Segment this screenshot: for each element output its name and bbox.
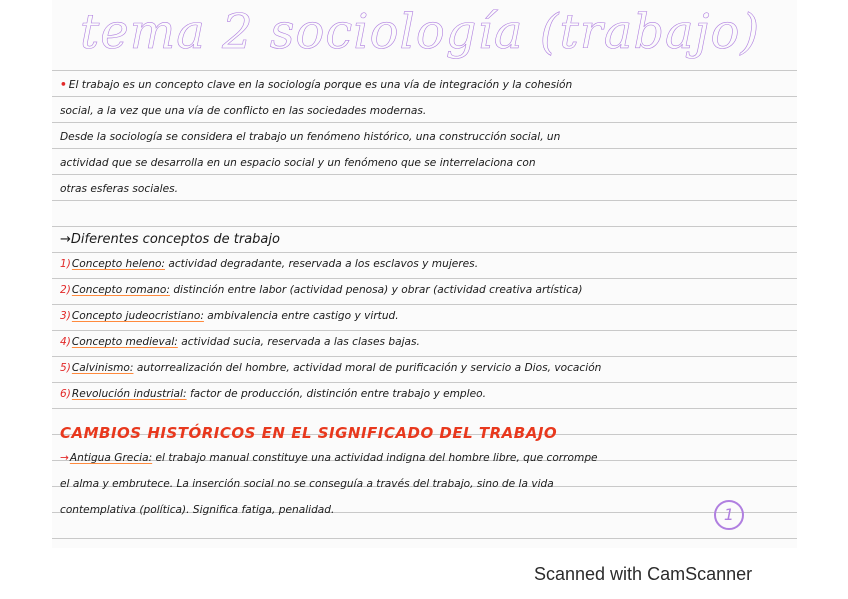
ruled-line xyxy=(52,226,797,227)
item-text: autorrealización del hombre, actividad moral de purificación y servicio a Dios, vocación xyxy=(133,362,602,374)
item-label: Concepto judeocristiano: xyxy=(71,310,204,322)
ruled-line xyxy=(52,122,797,123)
ruled-line xyxy=(52,200,797,201)
arrow-icon: → xyxy=(60,232,71,247)
concept-item xyxy=(60,388,795,400)
ruled-line xyxy=(52,70,797,71)
concept-item xyxy=(60,362,795,374)
ruled-line xyxy=(52,148,797,149)
item-label: Concepto heleno: xyxy=(71,258,165,270)
ruled-line xyxy=(52,278,797,279)
concepts-heading-text: Diferentes conceptos de trabajo xyxy=(70,232,280,247)
intro-line xyxy=(60,79,795,91)
item-label: Concepto medieval: xyxy=(71,336,178,348)
ruled-line xyxy=(52,304,797,305)
concepts-heading xyxy=(60,232,280,247)
history-title: CAMBIOS HISTÓRICOS EN EL SIGNIFICADO DEL TRABAJO xyxy=(60,424,558,442)
concept-item xyxy=(60,258,795,270)
item-text: ambivalencia entre castigo y virtud. xyxy=(203,310,399,322)
item-number: 5) xyxy=(60,362,71,374)
item-label: Calvinismo: xyxy=(71,362,134,374)
ruled-line xyxy=(52,174,797,175)
item-label: Revolución industrial: xyxy=(71,388,187,400)
item-text: actividad degradante, reservada a los esclavos y mujeres. xyxy=(165,258,479,270)
history-line: contemplativa (política). Significa fatiga, penalidad. xyxy=(60,504,335,516)
ruled-line xyxy=(52,382,797,383)
intro-line: otras esferas sociales. xyxy=(60,183,178,195)
history-line xyxy=(60,452,795,464)
history-text: el trabajo manual constituye una actividad indigna del hombre libre, que corrompe xyxy=(152,452,598,464)
intro-text: El trabajo es un concepto clave en la sociología porque es una vía de integración y la cohesión xyxy=(68,79,573,91)
item-number: 2) xyxy=(60,284,71,296)
item-text: factor de producción, distinción entre trabajo y empleo. xyxy=(186,388,486,400)
item-text: actividad sucia, reservada a las clases bajas. xyxy=(177,336,420,348)
item-text: distinción entre labor (actividad penosa) y obrar (actividad creativa artística) xyxy=(169,284,583,296)
item-number: 3) xyxy=(60,310,71,322)
ruled-line xyxy=(52,356,797,357)
item-label: Concepto romano: xyxy=(71,284,170,296)
camscanner-watermark: Scanned with CamScanner xyxy=(534,564,753,584)
bullet-icon: • xyxy=(60,79,67,91)
item-number: 6) xyxy=(60,388,71,400)
ruled-line xyxy=(52,538,797,539)
item-number: 1) xyxy=(60,258,71,270)
intro-line: social, a la vez que una vía de conflicto en las sociedades modernas. xyxy=(60,105,427,117)
history-label: Antigua Grecia: xyxy=(69,452,153,464)
concept-item xyxy=(60,284,795,296)
concept-item xyxy=(60,310,795,322)
concept-item xyxy=(60,336,795,348)
ruled-line xyxy=(52,408,797,409)
page-number-badge: 1 xyxy=(714,500,744,530)
ruled-line xyxy=(52,96,797,97)
item-number: 4) xyxy=(60,336,71,348)
arrow-icon: → xyxy=(60,452,69,464)
ruled-line xyxy=(52,330,797,331)
page-title: tema 2 sociología (trabajo) xyxy=(80,4,761,60)
history-line: el alma y embrutece. La inserción social no se conseguía a través del trabajo, sino de la vida xyxy=(60,478,554,490)
intro-line: Desde la sociología se considera el trabajo un fenómeno histórico, una construcción social, un xyxy=(60,131,561,143)
ruled-line xyxy=(52,252,797,253)
scanned-notes-page xyxy=(52,0,797,548)
intro-line: actividad que se desarrolla en un espacio social y un fenómeno que se interrelaciona con xyxy=(60,157,536,169)
